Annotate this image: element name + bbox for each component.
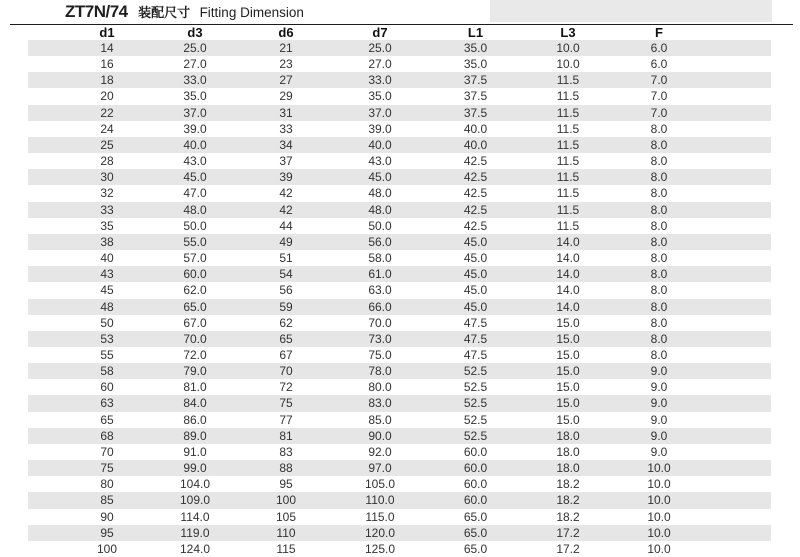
cell-L1: 65.0 [463,525,488,540]
cell-L3: 11.5 [556,218,580,233]
table-row [28,492,771,508]
cell-d3: 35.0 [183,89,207,104]
cell-d6: 27 [279,73,293,88]
cell-d1: 75 [100,461,114,476]
cell-L3: 18.2 [556,477,580,492]
cell-d7: 27.0 [368,57,392,72]
model-code: ZT7N/74 [65,2,128,21]
table-row [28,121,771,137]
cell-L3: 11.5 [556,89,580,104]
cell-d6: 100 [275,493,297,508]
table-row [28,476,771,492]
cell-d6: 70 [279,364,293,379]
table-row [28,395,771,411]
cell-d1: 33 [100,202,114,217]
cell-d1: 68 [100,428,114,443]
cell-d1: 24 [100,121,114,136]
cell-F: 8.0 [650,251,668,266]
table-row [28,412,771,428]
table-row [28,88,771,104]
cell-d1: 25 [100,137,114,152]
cell-d6: 62 [279,315,293,330]
cell-L1: 37.5 [463,73,488,88]
cell-d7: 90.0 [368,428,392,443]
cell-L1: 45.0 [463,234,488,249]
cell-L1: 35.0 [463,57,488,72]
cell-d7: 80.0 [368,380,392,395]
table-row [28,379,771,395]
cell-d6: 88 [279,461,293,476]
table-row [28,282,771,298]
cell-L1: 45.0 [463,283,488,298]
table-row [28,347,771,363]
cell-d3: 43.0 [183,154,207,169]
cell-L3: 17.2 [556,541,580,556]
cell-d3: 62.0 [183,283,207,298]
cell-d7: 75.0 [368,347,392,362]
table-row [28,56,771,72]
table-row [28,234,771,250]
cell-d1: 90 [100,509,114,524]
cell-L1: 37.5 [463,105,488,120]
cell-d1: 14 [100,41,114,55]
cell-L3: 14.0 [556,251,580,266]
cell-d6: 23 [279,57,293,72]
cell-F: 10.0 [647,493,671,508]
cell-F: 8.0 [650,121,668,136]
table-row [28,331,771,347]
cell-d3: 81.0 [183,380,207,395]
cell-L3: 15.0 [556,315,580,330]
cell-L1: 52.5 [463,380,488,395]
cell-d6: 81 [279,428,293,443]
cell-L1: 60.0 [463,493,488,508]
cell-d1: 53 [100,331,114,346]
cell-d7: 58.0 [368,251,392,266]
cell-d7: 85.0 [368,412,392,427]
table-row [28,525,771,541]
cell-d6: 56 [279,283,293,298]
column-header-L1: L1 [467,25,484,40]
cell-d6: 42 [279,202,293,217]
table-row [28,105,771,121]
cell-d7: 48.0 [368,202,392,217]
cell-L3: 14.0 [556,283,580,298]
table-row [28,153,771,169]
cell-d3: 65.0 [183,299,207,314]
cell-F: 10.0 [647,509,671,524]
cell-d1: 95 [100,525,114,540]
table-row [28,202,771,218]
column-header-F: F [655,25,663,40]
title-chinese: 装配尺寸 [138,5,191,20]
cell-d7: 35.0 [368,89,392,104]
cell-d7: 63.0 [368,283,392,298]
cell-d1: 100 [96,541,118,556]
cell-d1: 85 [100,493,114,508]
cell-L1: 60.0 [463,461,488,476]
cell-F: 7.0 [650,89,668,104]
cell-d1: 40 [100,251,114,266]
cell-d1: 38 [100,234,114,249]
cell-d7: 92.0 [368,444,392,459]
cell-L3: 14.0 [556,234,580,249]
cell-d3: 47.0 [183,186,207,201]
cell-F: 10.0 [647,477,671,492]
cell-d1: 16 [100,57,114,72]
cell-L1: 47.5 [463,331,488,346]
cell-d7: 120.0 [364,525,396,540]
cell-F: 6.0 [650,41,668,55]
table-row [28,444,771,460]
cell-d7: 73.0 [368,331,392,346]
cell-L3: 15.0 [556,380,580,395]
cell-L3: 18.0 [556,428,580,443]
table-row [28,299,771,315]
cell-L3: 18.2 [556,493,580,508]
cell-d3: 55.0 [183,234,207,249]
cell-L3: 11.5 [556,202,580,217]
cell-F: 9.0 [650,380,668,395]
cell-d6: 37 [279,154,293,169]
cell-L3: 10.0 [556,41,580,55]
cell-L3: 10.0 [556,57,580,72]
cell-L3: 11.5 [556,105,580,120]
table-row [28,266,771,282]
cell-d3: 119.0 [180,525,210,540]
cell-d6: 115 [276,541,296,556]
cell-d7: 33.0 [368,73,392,88]
cell-d6: 21 [279,41,293,55]
cell-d1: 63 [100,396,114,411]
cell-d7: 43.0 [368,154,392,169]
cell-L3: 15.0 [556,396,580,411]
cell-L1: 45.0 [463,267,488,282]
cell-d6: 29 [279,89,293,104]
cell-F: 8.0 [650,347,668,362]
cell-d3: 60.0 [183,267,207,282]
cell-d3: 99.0 [183,461,207,476]
cell-d7: 66.0 [368,299,392,314]
cell-d3: 39.0 [183,121,207,136]
cell-d1: 32 [100,186,114,201]
cell-F: 9.0 [650,412,668,427]
cell-d1: 48 [100,299,114,314]
cell-d7: 115.0 [365,509,395,524]
cell-d3: 57.0 [183,251,207,266]
table-row [28,169,771,185]
cell-d3: 25.0 [183,41,207,55]
cell-L1: 60.0 [463,477,488,492]
column-header-d6: d6 [278,25,294,40]
cell-F: 10.0 [647,541,671,556]
cell-d1: 58 [100,364,114,379]
cell-L3: 11.5 [556,121,580,136]
cell-d1: 50 [100,315,114,330]
table-row [28,137,771,153]
table-body [28,40,771,557]
cell-d3: 86.0 [183,412,207,427]
cell-d3: 67.0 [183,315,207,330]
cell-L3: 11.5 [556,73,580,88]
cell-L1: 42.5 [463,218,488,233]
cell-d6: 65 [279,331,293,346]
cell-d6: 95 [279,477,293,492]
cell-F: 7.0 [650,73,668,88]
cell-L1: 40.0 [463,121,488,136]
cell-d7: 48.0 [368,186,392,201]
cell-L1: 52.5 [463,396,488,411]
cell-d7: 56.0 [368,234,392,249]
cell-d3: 124.0 [179,541,211,556]
cell-d6: 34 [279,137,293,152]
cell-d6: 67 [279,347,293,362]
cell-d3: 33.0 [183,73,207,88]
cell-L1: 37.5 [463,89,488,104]
cell-d1: 22 [100,105,114,120]
cell-F: 9.0 [650,396,668,411]
table-header-row [28,26,771,40]
cell-F: 8.0 [650,267,668,282]
cell-d3: 104.0 [179,477,211,492]
cell-L1: 42.5 [463,170,488,185]
cell-L3: 11.5 [556,186,580,201]
cell-d7: 83.0 [368,396,392,411]
cell-L3: 18.0 [556,444,580,459]
cell-d7: 105.0 [364,477,396,492]
cell-d6: 110 [276,525,296,540]
cell-d1: 18 [100,73,114,88]
cell-d3: 79.0 [183,364,207,379]
cell-F: 7.0 [650,105,668,120]
cell-d1: 65 [100,412,114,427]
cell-d3: 45.0 [183,170,207,185]
cell-d7: 78.0 [368,364,392,379]
cell-d3: 27.0 [183,57,207,72]
cell-L1: 47.5 [463,315,488,330]
cell-d7: 97.0 [368,461,392,476]
cell-d6: 105 [275,509,297,524]
page-title [65,2,304,22]
cell-L3: 15.0 [556,364,580,379]
cell-d6: 49 [279,234,293,249]
table-row [28,541,771,557]
cell-F: 10.0 [647,525,671,540]
cell-F: 8.0 [650,154,668,169]
table-row [28,40,771,56]
cell-d6: 77 [279,412,293,427]
cell-F: 8.0 [650,331,668,346]
cell-d1: 55 [100,347,114,362]
cell-F: 9.0 [650,444,668,459]
cell-F: 8.0 [650,218,668,233]
cell-d3: 72.0 [183,347,207,362]
cell-d3: 91.0 [183,444,207,459]
cell-d3: 50.0 [183,218,207,233]
title-underline-rule [10,24,793,25]
cell-d1: 28 [100,154,114,169]
cell-d6: 51 [279,251,293,266]
cell-L3: 17.2 [556,525,580,540]
cell-L3: 14.0 [556,267,580,282]
column-header-d7: d7 [372,25,388,40]
cell-d1: 80 [100,477,114,492]
cell-d7: 61.0 [368,267,392,282]
cell-L1: 52.5 [463,364,488,379]
cell-L1: 42.5 [463,186,488,201]
cell-F: 8.0 [650,170,668,185]
cell-d3: 114.0 [180,509,210,524]
table-row [28,363,771,379]
table-row [28,250,771,266]
cell-d1: 30 [100,170,114,185]
cell-d6: 59 [279,299,293,314]
cell-L1: 52.5 [463,412,488,427]
table-row [28,509,771,525]
cell-L3: 11.5 [556,154,580,169]
cell-d6: 54 [279,267,293,282]
cell-L1: 40.0 [463,137,488,152]
table-row [28,185,771,201]
cell-d3: 109.0 [179,493,211,508]
cell-d1: 70 [100,444,114,459]
cell-L1: 47.5 [463,347,488,362]
table-row [28,218,771,234]
cell-d7: 70.0 [368,315,392,330]
cell-L1: 42.5 [463,154,488,169]
cell-d6: 75 [279,396,293,411]
cell-d7: 39.0 [368,121,392,136]
cell-L3: 11.5 [556,170,580,185]
table-row [28,460,771,476]
title-english: Fitting Dimension [199,5,304,20]
cell-d3: 84.0 [183,396,207,411]
column-header-d1: d1 [99,25,115,40]
cell-d3: 70.0 [183,331,207,346]
cell-d1: 43 [100,267,114,282]
cell-L1: 60.0 [463,444,488,459]
table-row [28,428,771,444]
cell-F: 8.0 [650,186,668,201]
cell-L1: 65.0 [463,509,488,524]
cell-d6: 42 [279,186,293,201]
cell-L3: 14.0 [556,299,580,314]
cell-L3: 15.0 [556,347,580,362]
cell-L1: 42.5 [463,202,488,217]
cell-F: 8.0 [650,202,668,217]
column-header-L3: L3 [560,25,576,40]
cell-d3: 48.0 [183,202,207,217]
cell-d7: 45.0 [368,170,392,185]
cell-d6: 31 [279,105,293,120]
cell-d6: 44 [279,218,293,233]
cell-d7: 110.0 [365,493,395,508]
cell-F: 8.0 [650,137,668,152]
cell-d3: 37.0 [183,105,207,120]
cell-d1: 60 [100,380,114,395]
cell-d7: 25.0 [368,41,392,55]
cell-F: 8.0 [650,234,668,249]
cell-L1: 45.0 [463,251,488,266]
top-right-grey-block [490,0,772,22]
fitting-dimension-table [28,26,771,557]
table-row [28,72,771,88]
cell-L3: 11.5 [556,137,580,152]
cell-d1: 45 [100,283,114,298]
cell-d7: 37.0 [368,105,392,120]
cell-F: 9.0 [650,428,668,443]
cell-L3: 15.0 [556,331,580,346]
cell-d1: 20 [100,89,114,104]
cell-d6: 72 [279,380,293,395]
cell-d3: 40.0 [183,137,207,152]
cell-F: 8.0 [650,299,668,314]
cell-d7: 40.0 [368,137,392,152]
title-band [0,0,800,24]
cell-d3: 89.0 [183,428,207,443]
cell-L1: 35.0 [463,41,488,55]
cell-L3: 18.0 [556,461,580,476]
cell-d7: 125.0 [364,541,396,556]
table-row [28,315,771,331]
cell-L1: 65.0 [463,541,488,556]
cell-F: 9.0 [650,364,668,379]
cell-F: 8.0 [650,315,668,330]
cell-L1: 52.5 [463,428,488,443]
cell-F: 10.0 [647,461,671,476]
cell-L1: 45.0 [463,299,488,314]
cell-d6: 33 [279,121,293,136]
cell-d6: 39 [279,170,293,185]
cell-F: 6.0 [650,57,668,72]
cell-d6: 83 [279,444,293,459]
cell-L3: 18.2 [556,509,580,524]
cell-F: 8.0 [650,283,668,298]
column-header-d3: d3 [187,25,203,40]
cell-L3: 15.0 [556,412,580,427]
cell-d7: 50.0 [368,218,392,233]
cell-d1: 35 [100,218,114,233]
